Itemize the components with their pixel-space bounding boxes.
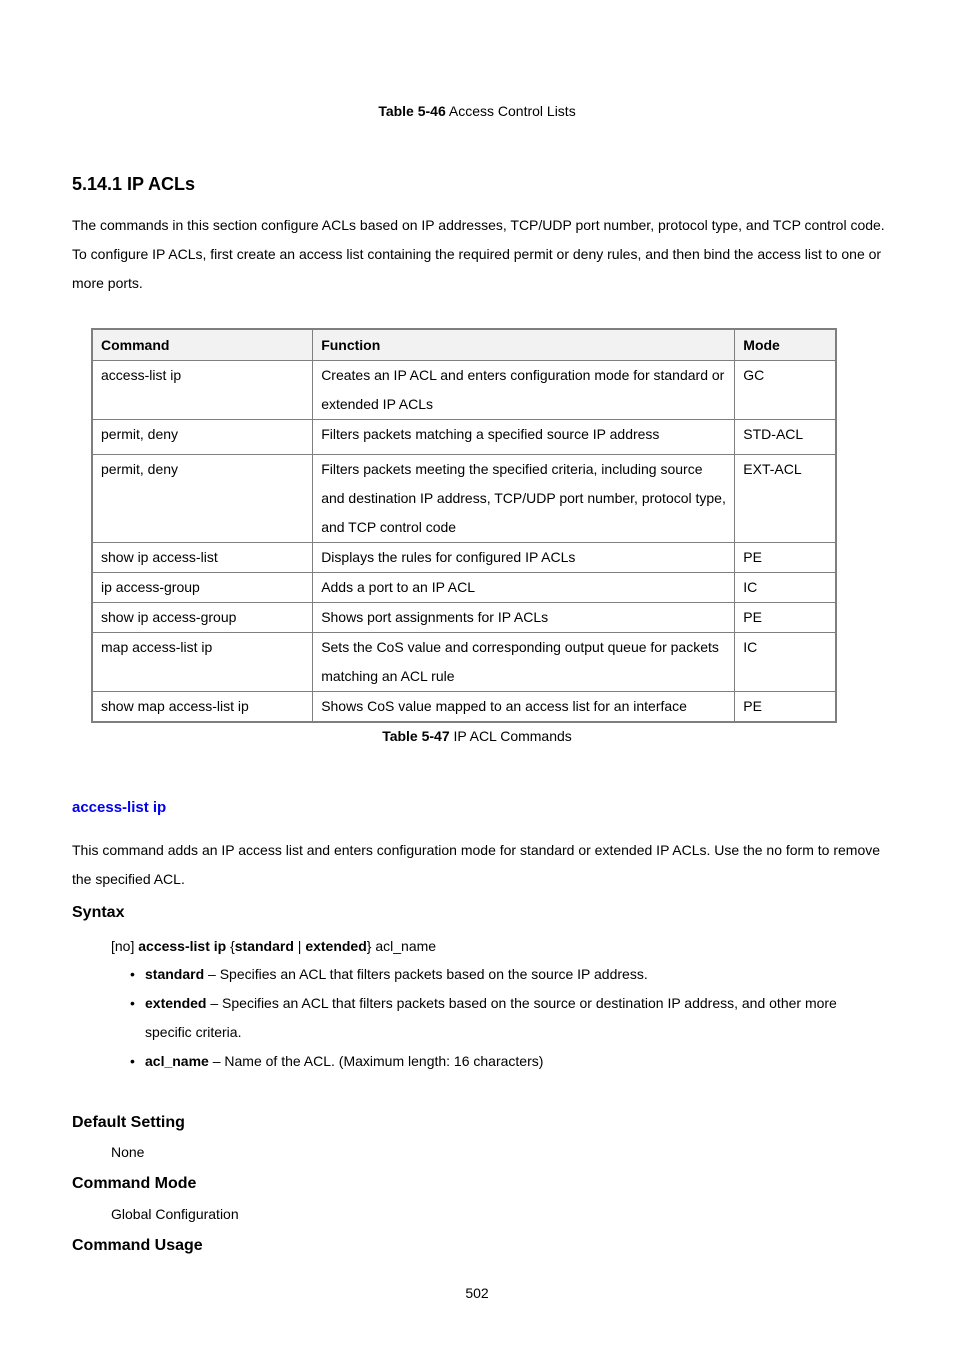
ip-acl-commands-table bbox=[91, 328, 837, 723]
option-desc: – Specifies an ACL that filters packets based on the source or destination IP address, and other more specific criteria. bbox=[145, 995, 837, 1040]
cell-function: Sets the CoS value and corresponding output queue for packets matching an ACL rule bbox=[313, 633, 735, 692]
table-caption-5-47 bbox=[0, 727, 954, 745]
caption-label: Table 5-47 bbox=[382, 728, 450, 744]
table-caption-5-46 bbox=[0, 102, 954, 120]
cell-mode: STD-ACL bbox=[735, 420, 836, 455]
option-desc: – Specifies an ACL that filters packets based on the source IP address. bbox=[204, 966, 648, 982]
cell-mode: PE bbox=[735, 692, 836, 723]
command-mode-heading: Command Mode bbox=[72, 1175, 197, 1192]
command-usage-heading: Command Usage bbox=[72, 1237, 203, 1254]
table-row bbox=[92, 692, 836, 723]
syntax-line bbox=[111, 937, 436, 955]
cell-command: access-list ip bbox=[92, 361, 313, 420]
table-row bbox=[92, 543, 836, 573]
table-row bbox=[92, 603, 836, 633]
cell-command: show map access-list ip bbox=[92, 692, 313, 723]
cell-mode: EXT-ACL bbox=[735, 455, 836, 543]
option-term: standard bbox=[145, 966, 205, 982]
cell-function: Adds a port to an IP ACL bbox=[313, 573, 735, 603]
option-term: acl_name bbox=[145, 1053, 209, 1069]
section-title: 5.14.1 IP ACLs bbox=[72, 174, 196, 194]
syntax-open: { bbox=[226, 938, 235, 954]
list-item bbox=[130, 989, 875, 1047]
default-setting-heading: Default Setting bbox=[72, 1114, 185, 1131]
syntax-opt-extended: extended bbox=[305, 938, 367, 954]
header-command: Command bbox=[92, 329, 313, 361]
syntax-options-list bbox=[130, 960, 875, 1076]
table-row bbox=[92, 361, 836, 420]
table-header-row bbox=[92, 329, 836, 361]
caption-text: IP ACL Commands bbox=[449, 728, 572, 744]
list-item bbox=[130, 960, 875, 989]
cell-function: Displays the rules for configured IP ACLs bbox=[313, 543, 735, 573]
syntax-command: access-list ip bbox=[138, 938, 227, 954]
cell-command: permit, deny bbox=[92, 420, 313, 455]
cell-mode: IC bbox=[735, 573, 836, 603]
header-mode: Mode bbox=[735, 329, 836, 361]
syntax-no: [no] bbox=[111, 938, 139, 954]
table-row bbox=[92, 455, 836, 543]
cell-mode: GC bbox=[735, 361, 836, 420]
bullet-icon: • bbox=[130, 1053, 135, 1069]
caption-text: Access Control Lists bbox=[445, 103, 576, 119]
cell-function: Shows CoS value mapped to an access list for an interface bbox=[313, 692, 735, 723]
table-row bbox=[92, 420, 836, 455]
intro-paragraph: The commands in this section configure ACLs based on IP addresses, TCP/UDP port number, protocol type, and TCP control code. To configure IP ACLs, first create an access list containing the required permit or deny rules, and then bind the access list to one or more ports. bbox=[72, 217, 885, 291]
page-number: 502 bbox=[465, 1285, 489, 1301]
cell-mode: IC bbox=[735, 633, 836, 692]
cell-mode: PE bbox=[735, 543, 836, 573]
command-description: This command adds an IP access list and enters configuration mode for standard or extended IP ACLs. Use the no form to remove the specified ACL. bbox=[72, 842, 881, 887]
command-mode-value: Global Configuration bbox=[111, 1206, 239, 1222]
cell-function: Creates an IP ACL and enters configuration mode for standard or extended IP ACLs bbox=[313, 361, 735, 420]
cell-command: ip access-group bbox=[92, 573, 313, 603]
table-row bbox=[92, 573, 836, 603]
cell-command: show ip access-list bbox=[92, 543, 313, 573]
syntax-heading: Syntax bbox=[72, 904, 125, 921]
syntax-opt-standard: standard bbox=[234, 938, 294, 954]
list-item bbox=[130, 1047, 875, 1076]
cell-function: Filters packets meeting the specified criteria, including source and destination IP address, TCP/UDP port number, protocol type, and TCP control code bbox=[313, 455, 735, 543]
command-heading-link[interactable]: access-list ip bbox=[72, 799, 167, 816]
default-setting-value: None bbox=[111, 1144, 145, 1160]
cell-mode: PE bbox=[735, 603, 836, 633]
bullet-icon: • bbox=[130, 966, 135, 982]
bullet-icon: • bbox=[130, 995, 135, 1011]
cell-function: Filters packets matching a specified source IP address bbox=[313, 420, 735, 455]
table-row bbox=[92, 633, 836, 692]
option-term: extended bbox=[145, 995, 207, 1011]
caption-label: Table 5-46 bbox=[378, 103, 446, 119]
cell-function: Shows port assignments for IP ACLs bbox=[313, 603, 735, 633]
cell-command: permit, deny bbox=[92, 455, 313, 543]
syntax-sep: | bbox=[293, 938, 306, 954]
cell-command: show ip access-group bbox=[92, 603, 313, 633]
option-desc: – Name of the ACL. (Maximum length: 16 characters) bbox=[208, 1053, 544, 1069]
cell-command: map access-list ip bbox=[92, 633, 313, 692]
syntax-close: } acl_name bbox=[366, 938, 437, 954]
header-function: Function bbox=[313, 329, 735, 361]
